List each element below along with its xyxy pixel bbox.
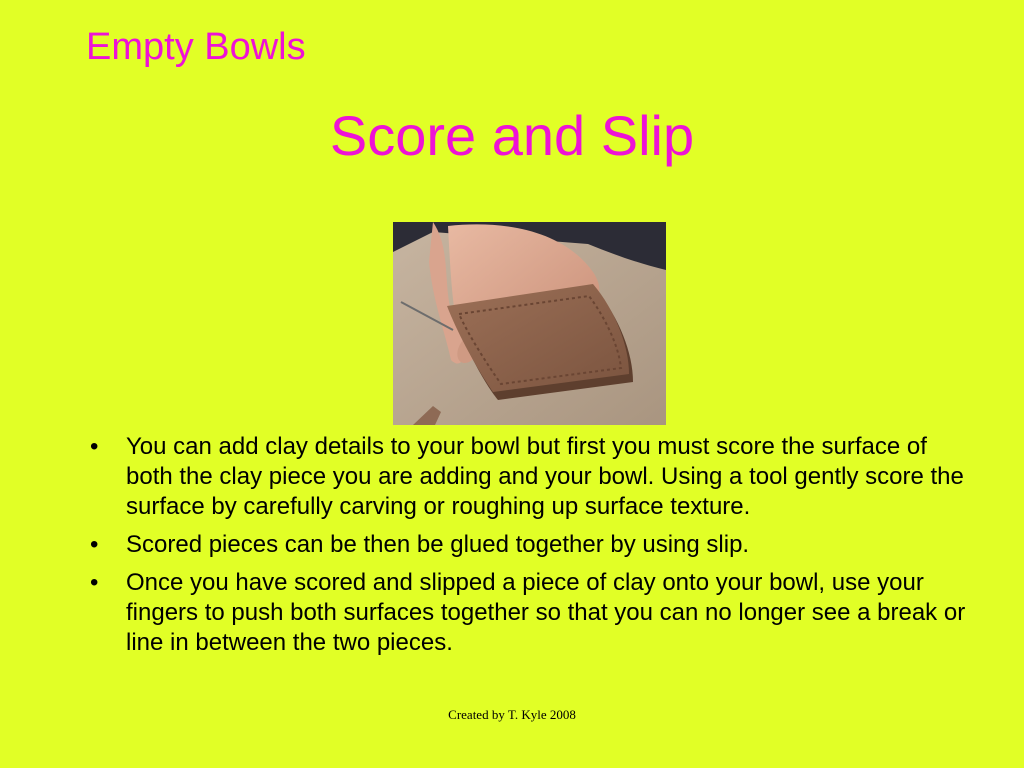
list-item-text: Once you have scored and slipped a piece of clay onto your bowl, use your fingers to push both surfaces together so that you can no longer see a break or line in between the two pieces. bbox=[126, 569, 966, 656]
instruction-list bbox=[90, 432, 980, 666]
bullet-marker: • bbox=[90, 569, 99, 596]
bullet-marker: • bbox=[90, 433, 99, 460]
list-item-text: Scored pieces can be then be glued together by using slip. bbox=[126, 531, 750, 558]
list-item bbox=[90, 530, 980, 560]
footer-credit: Created by T. Kyle 2008 bbox=[448, 707, 576, 722]
list-item bbox=[90, 432, 980, 522]
list-item bbox=[90, 568, 980, 658]
list-item-text: You can add clay details to your bowl but first you must score the surface of both the clay piece you are adding and your bowl. Using a tool gently score the surface by carefully carving or roughing up surface texture. bbox=[126, 433, 964, 520]
clay-scoring-photo bbox=[393, 222, 666, 425]
bullet-marker: • bbox=[90, 531, 99, 558]
slide-header: Empty Bowls bbox=[86, 26, 306, 68]
slide-title: Score and Slip bbox=[329, 104, 695, 167]
